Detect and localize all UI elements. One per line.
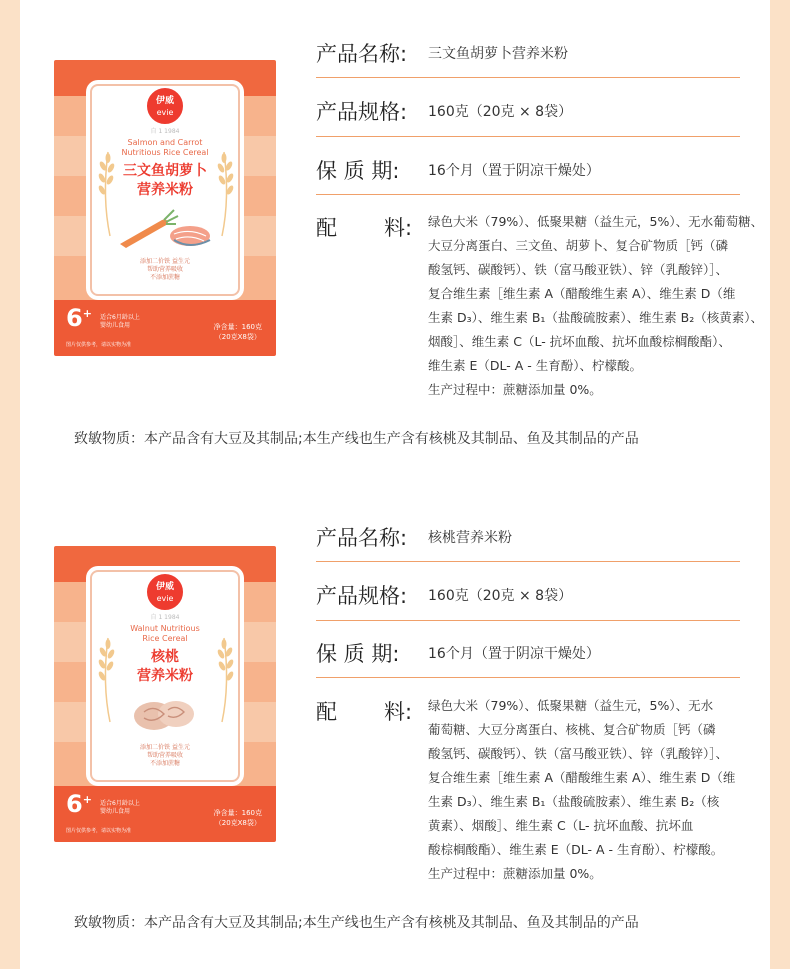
ingredients-text [428, 694, 748, 886]
product-spec-row [316, 582, 740, 621]
package-name-en-1: Walnut Nutritious [130, 624, 200, 633]
product-name-value: 核桃营养米粉 [428, 530, 512, 546]
package-name-en-1: Salmon and Carrot [127, 138, 203, 147]
ingredients-line: 绿色大米（79%）、低聚果糖（益生元，5%）、无水葡萄糖、 [428, 214, 764, 229]
ingredients-line: 大豆分离蛋白、三文鱼、胡萝卜、复合矿物质［钙（磷 [428, 238, 729, 253]
brand-tagline: 自 1 1984 [150, 614, 180, 621]
ingredients-line: 复合维生素［维生素 A（醋酸维生素 A）、维生素 D（维 [428, 770, 736, 785]
ingredients-line: 生产过程中：蔗糖添加量 0%。 [428, 866, 602, 881]
ingredients-line: 酸氢钙、碳酸钙）、铁（富马酸亚铁）、锌（乳酸锌）］、 [428, 746, 729, 761]
product-spec-row [316, 98, 740, 137]
package-name-cn-1: 三文鱼胡萝卜 [123, 163, 207, 179]
ingredients-line: 葡萄糖、大豆分离蛋白、核桃、复合矿物质［钙（磷 [428, 722, 716, 737]
product-spec-value: 160克（20克 × 8袋） [428, 104, 573, 120]
product-spec-value: 160克（20克 × 8袋） [428, 588, 573, 604]
shelf-life-value: 16个月（置于阴凉干燥处） [428, 646, 600, 662]
walnut-icon [130, 694, 200, 734]
ingredients-label-part-1: 配 [316, 700, 337, 724]
product-package-image [54, 546, 276, 842]
shelf-life-label: 保 质 期: [316, 642, 400, 666]
ingredients-line: 酸棕榈酸酯）、维生素 E（DL- A - 生育酚）、柠檬酸。 [428, 842, 724, 857]
wheat-icon [216, 148, 238, 238]
age-text: 适合6月龄以上 婴幼儿食用 [100, 800, 140, 815]
product-package-image [54, 60, 276, 356]
product-spec-label: 产品规格: [316, 584, 408, 608]
salmon-carrot-icon [116, 206, 216, 250]
package-claim-1: 添加二价铁 益生元 [140, 258, 190, 265]
product-spec-label: 产品规格: [316, 100, 408, 124]
allergen-statement: 致敏物质：本产品含有大豆及其制品;本生产线也生产含有核桃及其制品、鱼及其制品的产品 [74, 431, 639, 447]
age-badge: 6+ [66, 304, 92, 332]
package-claim-3: 不添加蔗糖 [149, 274, 180, 281]
product-info-page [20, 0, 770, 969]
wheat-icon [216, 634, 238, 724]
product-name-label: 产品名称: [316, 526, 408, 550]
ingredients-line: 烟酸］、维生素 C（L- 抗坏血酸、抗坏血酸棕榈酸酯）、 [428, 334, 731, 349]
brand-logo: 伊威 evie [145, 86, 185, 126]
ingredients-line: 维生素 E（DL- A - 生育酚）、柠檬酸。 [428, 358, 642, 373]
product-section-walnut [20, 484, 770, 969]
net-weight: 净含量：160克 （20克X8袋） [213, 323, 262, 341]
ingredients-line: 生素 D₃）、维生素 B₁（盐酸硫胺素）、维生素 B₂（核黄素）、 [428, 310, 763, 325]
package-name-cn-2: 营养米粉 [137, 182, 193, 198]
wheat-icon [94, 634, 116, 724]
ingredients-text [428, 210, 764, 402]
shelf-life-label: 保 质 期: [316, 159, 400, 183]
ingredients-line: 复合维生素［维生素 A（醋酸维生素 A）、维生素 D（维 [428, 286, 736, 301]
product-name-label: 产品名称: [316, 42, 408, 66]
age-text: 适合6月龄以上 婴幼儿食用 [100, 314, 140, 329]
product-name-value: 三文鱼胡萝卜营养米粉 [428, 46, 568, 62]
ingredients-label-part-2: 料: [384, 700, 413, 724]
ingredients-line: 生产过程中：蔗糖添加量 0%。 [428, 382, 602, 397]
product-name-row [316, 524, 740, 562]
package-name-en-2: Rice Cereal [142, 634, 188, 643]
image-disclaimer: 图片仅供参考，请以实物为准 [66, 828, 132, 834]
image-disclaimer: 图片仅供参考，请以实物为准 [66, 342, 132, 348]
package-name-en-2: Nutritious Rice Cereal [121, 148, 209, 157]
brand-tagline: 自 1 1984 [150, 128, 180, 135]
shelf-life-value: 16个月（置于阴凉干燥处） [428, 163, 600, 179]
brand-logo: 伊威 evie [145, 572, 185, 612]
package-claim-1: 添加二价铁 益生元 [140, 744, 190, 751]
package-claim-3: 不添加蔗糖 [149, 760, 180, 767]
ingredients-label-part-1: 配 [316, 216, 337, 240]
package-claim-2: 帮助营养吸收 [146, 752, 183, 759]
ingredients-label-part-2: 料: [384, 216, 413, 240]
net-weight: 净含量：160克 （20克X8袋） [213, 809, 262, 827]
product-section-salmon [20, 0, 770, 484]
product-name-row [316, 40, 740, 78]
package-name-cn-2: 营养米粉 [137, 668, 193, 684]
shelf-life-row [316, 640, 740, 678]
age-badge: 6+ [66, 790, 92, 818]
ingredients-line: 黄素）、烟酸］、维生素 C（L- 抗坏血酸、抗坏血 [428, 818, 694, 833]
ingredients-line: 酸氢钙、碳酸钙）、铁（富马酸亚铁）、锌（乳酸锌）］、 [428, 262, 729, 277]
ingredients-line: 生素 D₃）、维生素 B₁（盐酸硫胺素）、维生素 B₂（核 [428, 794, 720, 809]
package-claim-2: 帮助营养吸收 [146, 266, 183, 273]
shelf-life-row [316, 157, 740, 195]
allergen-statement: 致敏物质：本产品含有大豆及其制品;本生产线也生产含有核桃及其制品、鱼及其制品的产品 [74, 915, 639, 931]
package-name-cn-1: 核桃 [151, 649, 179, 665]
wheat-icon [94, 148, 116, 238]
ingredients-line: 绿色大米（79%）、低聚果糖（益生元，5%）、无水 [428, 698, 714, 713]
